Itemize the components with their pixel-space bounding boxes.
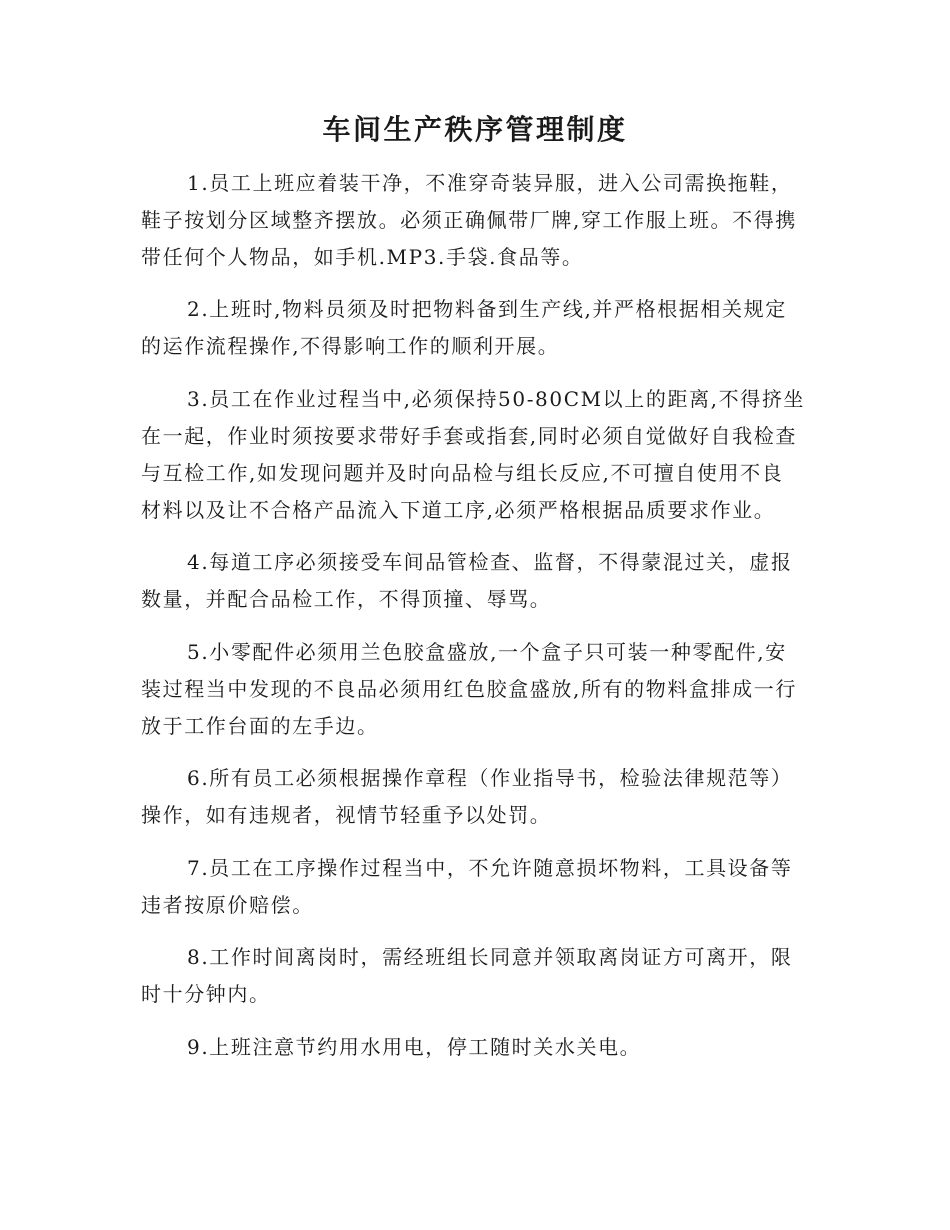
paragraph-6-line-1: 6.所有员工必须根据操作章程（作业指导书，检验法律规范等） [187,766,793,790]
paragraph-5-line-1: 5.小零配件必须用兰色胶盒盛放,一个盒子只可装一种零配件,安 [187,639,787,664]
paragraph-9-line-1: 9.上班注意节约用水用电，停工随时关水关电。 [187,1034,642,1059]
paragraph-4-line-1: 4.每道工序必须接受车间品管检查、监督，不得蒙混过关，虚报 [187,550,793,574]
document-body [141,165,821,1066]
paragraph-1-line-2: 鞋子按划分区域整齐摆放。必须正确佩带厂牌,穿工作服上班。不得携 [141,207,797,232]
paragraph-8-line-2: 时十分钟内。 [141,982,271,1006]
paragraph-2-line-2: 的运作流程操作,不得影响工作的顺利开展。 [141,334,560,358]
paragraph-6 [141,760,821,834]
paragraph-5-line-3: 放于工作台面的左手边。 [141,713,379,738]
paragraph-4-line-2: 数量，并配合品检工作，不得顶撞、辱骂。 [141,587,552,611]
paragraph-7-line-1: 7.员工在工序操作过程当中，不允许随意损坏物料，工具设备等 [187,855,793,880]
paragraph-7 [141,850,821,924]
paragraph-8-line-1: 8.工作时间离岗时，需经班组长同意并领取离岗证方可离开，限 [187,945,793,969]
paragraph-1-line-1: 1.员工上班应着装干净，不准穿奇装异服，进入公司需换拖鞋， [187,170,793,195]
paragraph-7-line-2: 违者按原价赔偿。 [141,892,314,917]
paragraph-6-line-2: 操作，如有违规者，视情节轻重予以处罚。 [141,803,552,827]
paragraph-3-line-4: 材料以及让不合格产品流入下道工序,必须严格根据品质要求作业。 [141,497,776,522]
paragraph-4 [141,544,821,618]
paragraph-3-line-3: 与互检工作,如发现问题并及时向品检与组长反应,不可擅自使用不良 [141,460,784,485]
paragraph-3-line-2: 在一起，作业时须按要求带好手套或指套,同时必须自觉做好自我检查 [141,423,797,448]
paragraph-3-line-1: 3.员工在作业过程当中,必须保持50-80CM以上的距离,不得挤坐 [187,386,806,411]
paragraph-3 [141,381,821,529]
paragraph-5 [141,634,821,745]
paragraph-9 [141,1029,821,1066]
document-title: 车间生产秩序管理制度 [322,113,628,146]
paragraph-2-line-1: 2.上班时,物料员须及时把物料备到生产线,并严格根据相关规定 [187,297,787,321]
paragraph-1 [141,165,821,276]
paragraph-8 [141,939,821,1013]
paragraph-1-line-3: 带任何个人物品，如手机.MP3.手袋.食品等。 [141,244,584,269]
paragraph-2 [141,291,821,365]
paragraph-5-line-2: 装过程当中发现的不良品必须用红色胶盒盛放,所有的物料盒排成一行 [141,676,797,701]
